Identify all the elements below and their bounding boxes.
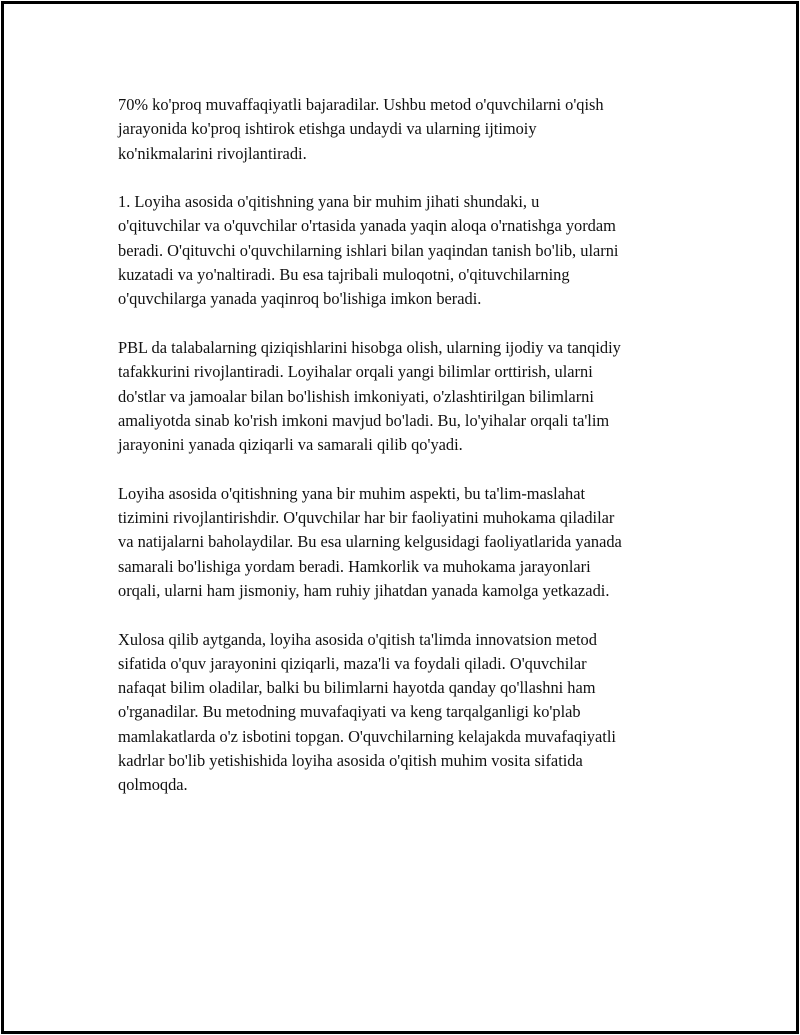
paragraph: 70% ko'proq muvaffaqiyatli bajaradilar. Ushbu metod o'quvchilarni o'qish jarayonida ko'proq ishtirok etishga undaydi va ularning ijtimoiy ko'nikmalarini rivojlantiradi. <box>118 95 604 163</box>
paragraph: 1. Loyiha asosida o'qitishning yana bir muhim jihati shundaki, u o'qituvchilar va o'quvchilar o'rtasida yanada yaqin aloqa o'rnatishga yordam beradi. O'qituvchi o'quvchilarning ishlari bilan yaqindan tanish bo'lib, ularni kuzatadi va yo'naltiradi. Bu esa tajribali muloqotni, o'qituvchilarning o'quvchilarga yanada yaqinroq bo'lishiga imkon beradi. <box>118 192 619 309</box>
document-body <box>118 93 698 822</box>
paragraph: Xulosa qilib aytganda, loyiha asosida o'qitish ta'limda innovatsion metod sifatida o'quv jarayonini qiziqarli, maza'li va foydali qiladi. O'quvchilar nafaqat bilim oladilar, balki bu bilimlarni hayotda qanday qo'llashni ham o'rganadilar. Bu metodning muvafaqiyati va keng tarqalganligi ko'plab mamlakatlarda o'z isbotini topgan. O'quvchilarning kelajakda muvafaqiyatli kadrlar bo'lib yetishishida loyiha asosida o'qitish muhim vosita sifatida qolmoqda. <box>118 629 616 795</box>
paragraph: PBL da talabalarning qiziqishlarini hisobga olish, ularning ijodiy va tanqidiy tafakkurini rivojlantiradi. Loyihalar orqali yangi bilimlar orttirish, ularni do'stlar va jamoalar bilan bo'lishish imkoniyati, o'zlashtirilgan bilimlarni amaliyotda sinab ko'rish imkoni mavjud bo'ladi. Bu, lo'yihalar orqali ta'lim jarayonini yanada qiziqarli va samarali qilib qo'yadi. <box>118 337 621 455</box>
paragraph: Loyiha asosida o'qitishning yana bir muhim aspekti, bu ta'lim-maslahat tizimini rivojlantirishdir. O'quvchilar har bir faoliyatini muhokama qiladilar va natijalarni baholaydilar. Bu esa ularning kelgusidagi faoliyatlarida yanada samarali bo'lishiga yordam beradi. Hamkorlik va muhokama jarayonlari orqali, ularni ham jismoniy, ham ruhiy jihatdan yanada kamolga yetkazadi. <box>118 483 622 600</box>
